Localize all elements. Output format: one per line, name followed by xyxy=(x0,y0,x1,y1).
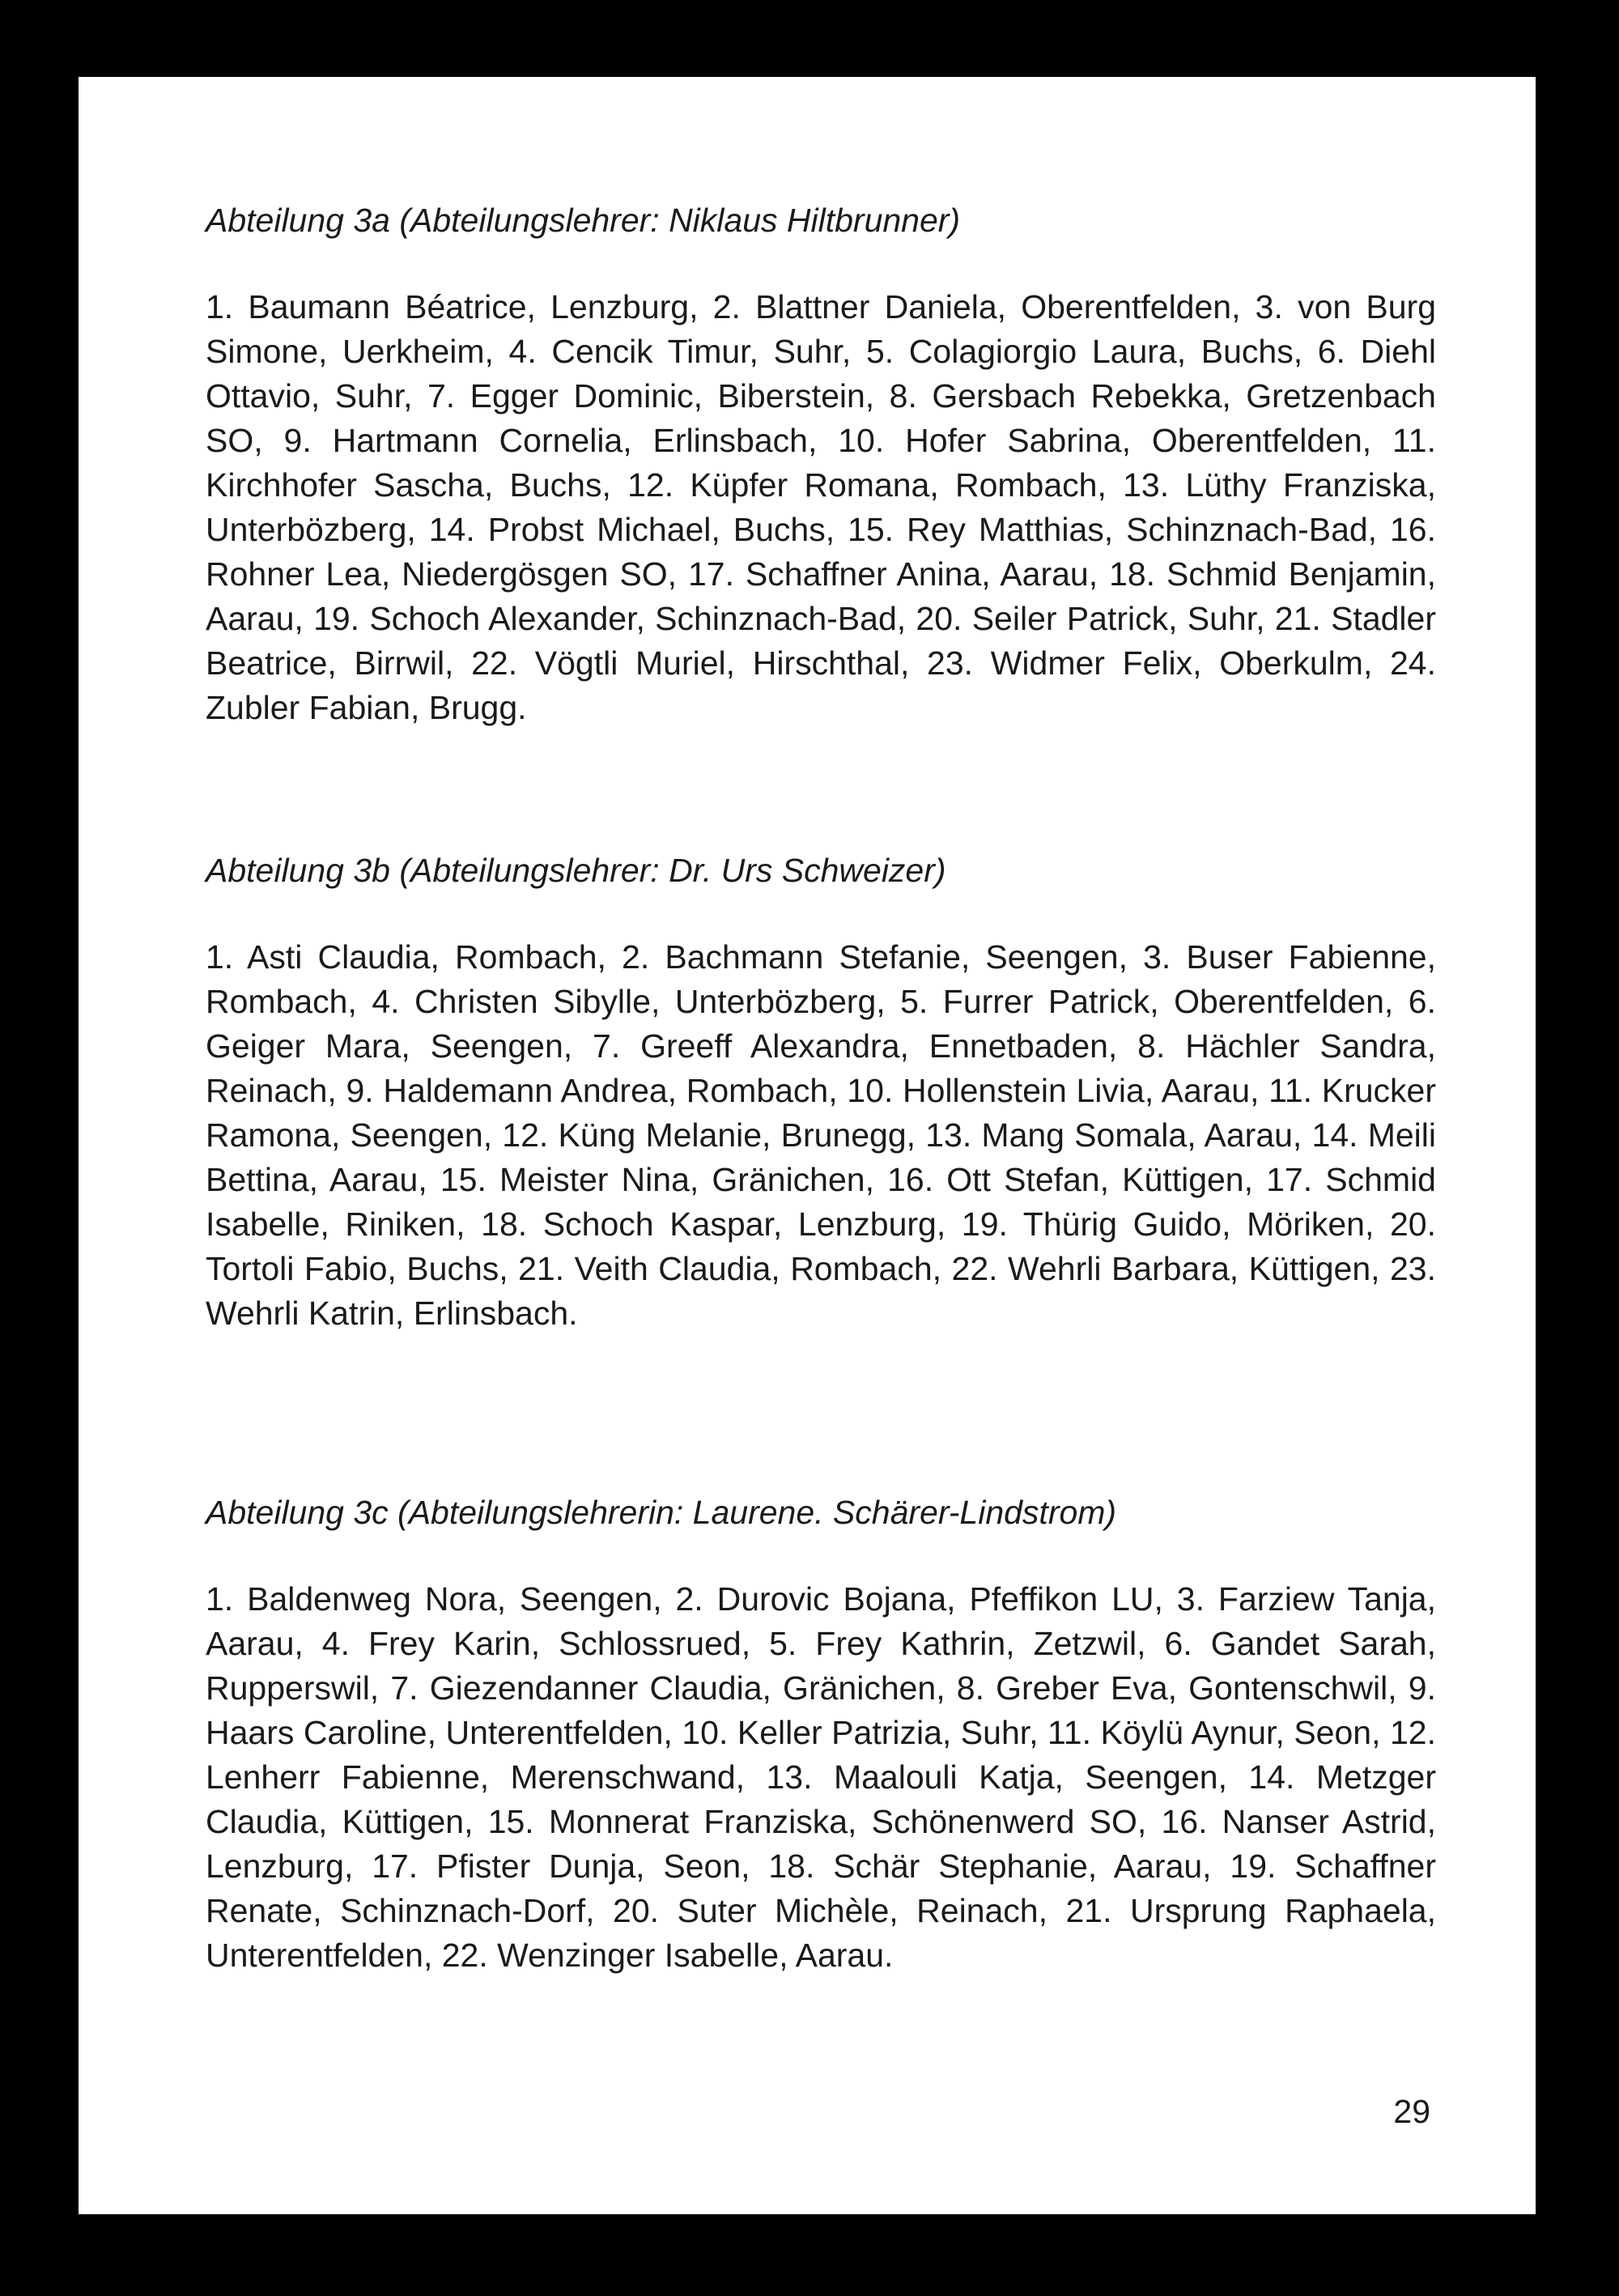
section-abteilung-3c xyxy=(206,1490,1436,1978)
section-body: 1. Asti Claudia, Rombach, 2. Bachmann Stefanie, Seengen, 3. Buser Fabienne, Rombach, 4. Christen Sibylle, Unterbözberg, 5. Furrer Patrick, Oberentfelden, 6. Geiger Mara, Seengen, 7. Greeff Alexandra, Ennetbaden, 8. Hächler Sandra, Reinach, 9. Haldemann Andrea, Rombach, 10. Hollenstein Livia, Aarau, 11. Krucker Ramona, Seengen, 12. Küng Melanie, Brunegg, 13. Mang Somala, Aarau, 14. Meili Bettina, Aarau, 15. Meister Nina, Gränichen, 16. Ott Stefan, Küttigen, 17. Schmid Isabelle, Riniken, 18. Schoch Kaspar, Lenzburg, 19. Thürig Guido, Möriken, 20. Tortoli Fabio, Buchs, 21. Veith Claudia, Rombach, 22. Wehrli Barbara, Küttigen, 23. Wehrli Katrin, Erlinsbach. xyxy=(206,938,1436,1332)
section-title: Abteilung 3a (Abteilungslehrer: Niklaus Hiltbrunner) xyxy=(206,202,961,239)
section-body: 1. Baldenweg Nora, Seengen, 2. Durovic Bojana, Pfeffikon LU, 3. Farziew Tanja, Aarau, 4. Frey Karin, Schlossrued, 5. Frey Kathrin, Zetzwil, 6. Gandet Sarah, Rupperswil, 7. Giezendanner Claudia, Gränichen, 8. Greber Eva, Gontenschwil, 9. Haars Caroline, Unterentfelden, 10. Keller Patrizia, Suhr, 11. Köylü Aynur, Seon, 12. Lenherr Fabienne, Merenschwand, 13. Maalouli Katja, Seengen, 14. Metzger Claudia, Küttigen, 15. Monnerat Franziska, Schönenwerd SO, 16. Nanser Astrid, Lenzburg, 17. Pfister Dunja, Seon, 18. Schär Stephanie, Aarau, 19. Schaffner Renate, Schinznach-Dorf, 20. Suter Michèle, Reinach, 21. Ursprung Raphaela, Unterentfelden, 22. Wenzinger Isabelle, Aarau. xyxy=(206,1580,1436,1974)
section-body: 1. Baumann Béatrice, Lenzburg, 2. Blattner Daniela, Oberentfelden, 3. von Burg Simone, Uerkheim, 4. Cencik Timur, Suhr, 5. Colagiorgio Laura, Buchs, 6. Diehl Ottavio, Suhr, 7. Egger Dominic, Biberstein, 8. Gersbach Rebekka, Gretzenbach SO, 9. Hartmann Cornelia, Erlinsbach, 10. Hofer Sabrina, Oberentfelden, 11. Kirchhofer Sascha, Buchs, 12. Küpfer Romana, Rombach, 13. Lüthy Franziska, Unterbözberg, 14. Probst Michael, Buchs, 15. Rey Matthias, Schinznach-Bad, 16. Rohner Lea, Niedergösgen SO, 17. Schaffner Anina, Aarau, 18. Schmid Benjamin, Aarau, 19. Schoch Alexander, Schinznach-Bad, 20. Seiler Patrick, Suhr, 21. Stadler Beatrice, Birrwil, 22. Vögtli Muriel, Hirschthal, 23. Widmer Felix, Oberkulm, 24. Zubler Fabian, Brugg. xyxy=(206,288,1436,726)
section-abteilung-3b xyxy=(206,848,1436,1336)
section-abteilung-3a xyxy=(206,198,1436,730)
section-title: Abteilung 3c (Abteilungslehrerin: Laurene. Schärer-Lindstrom) xyxy=(206,1494,1117,1531)
section-title: Abteilung 3b (Abteilungslehrer: Dr. Urs Schweizer) xyxy=(206,852,946,889)
page-number: 29 xyxy=(1393,2093,1430,2130)
document-page xyxy=(79,77,1536,2214)
